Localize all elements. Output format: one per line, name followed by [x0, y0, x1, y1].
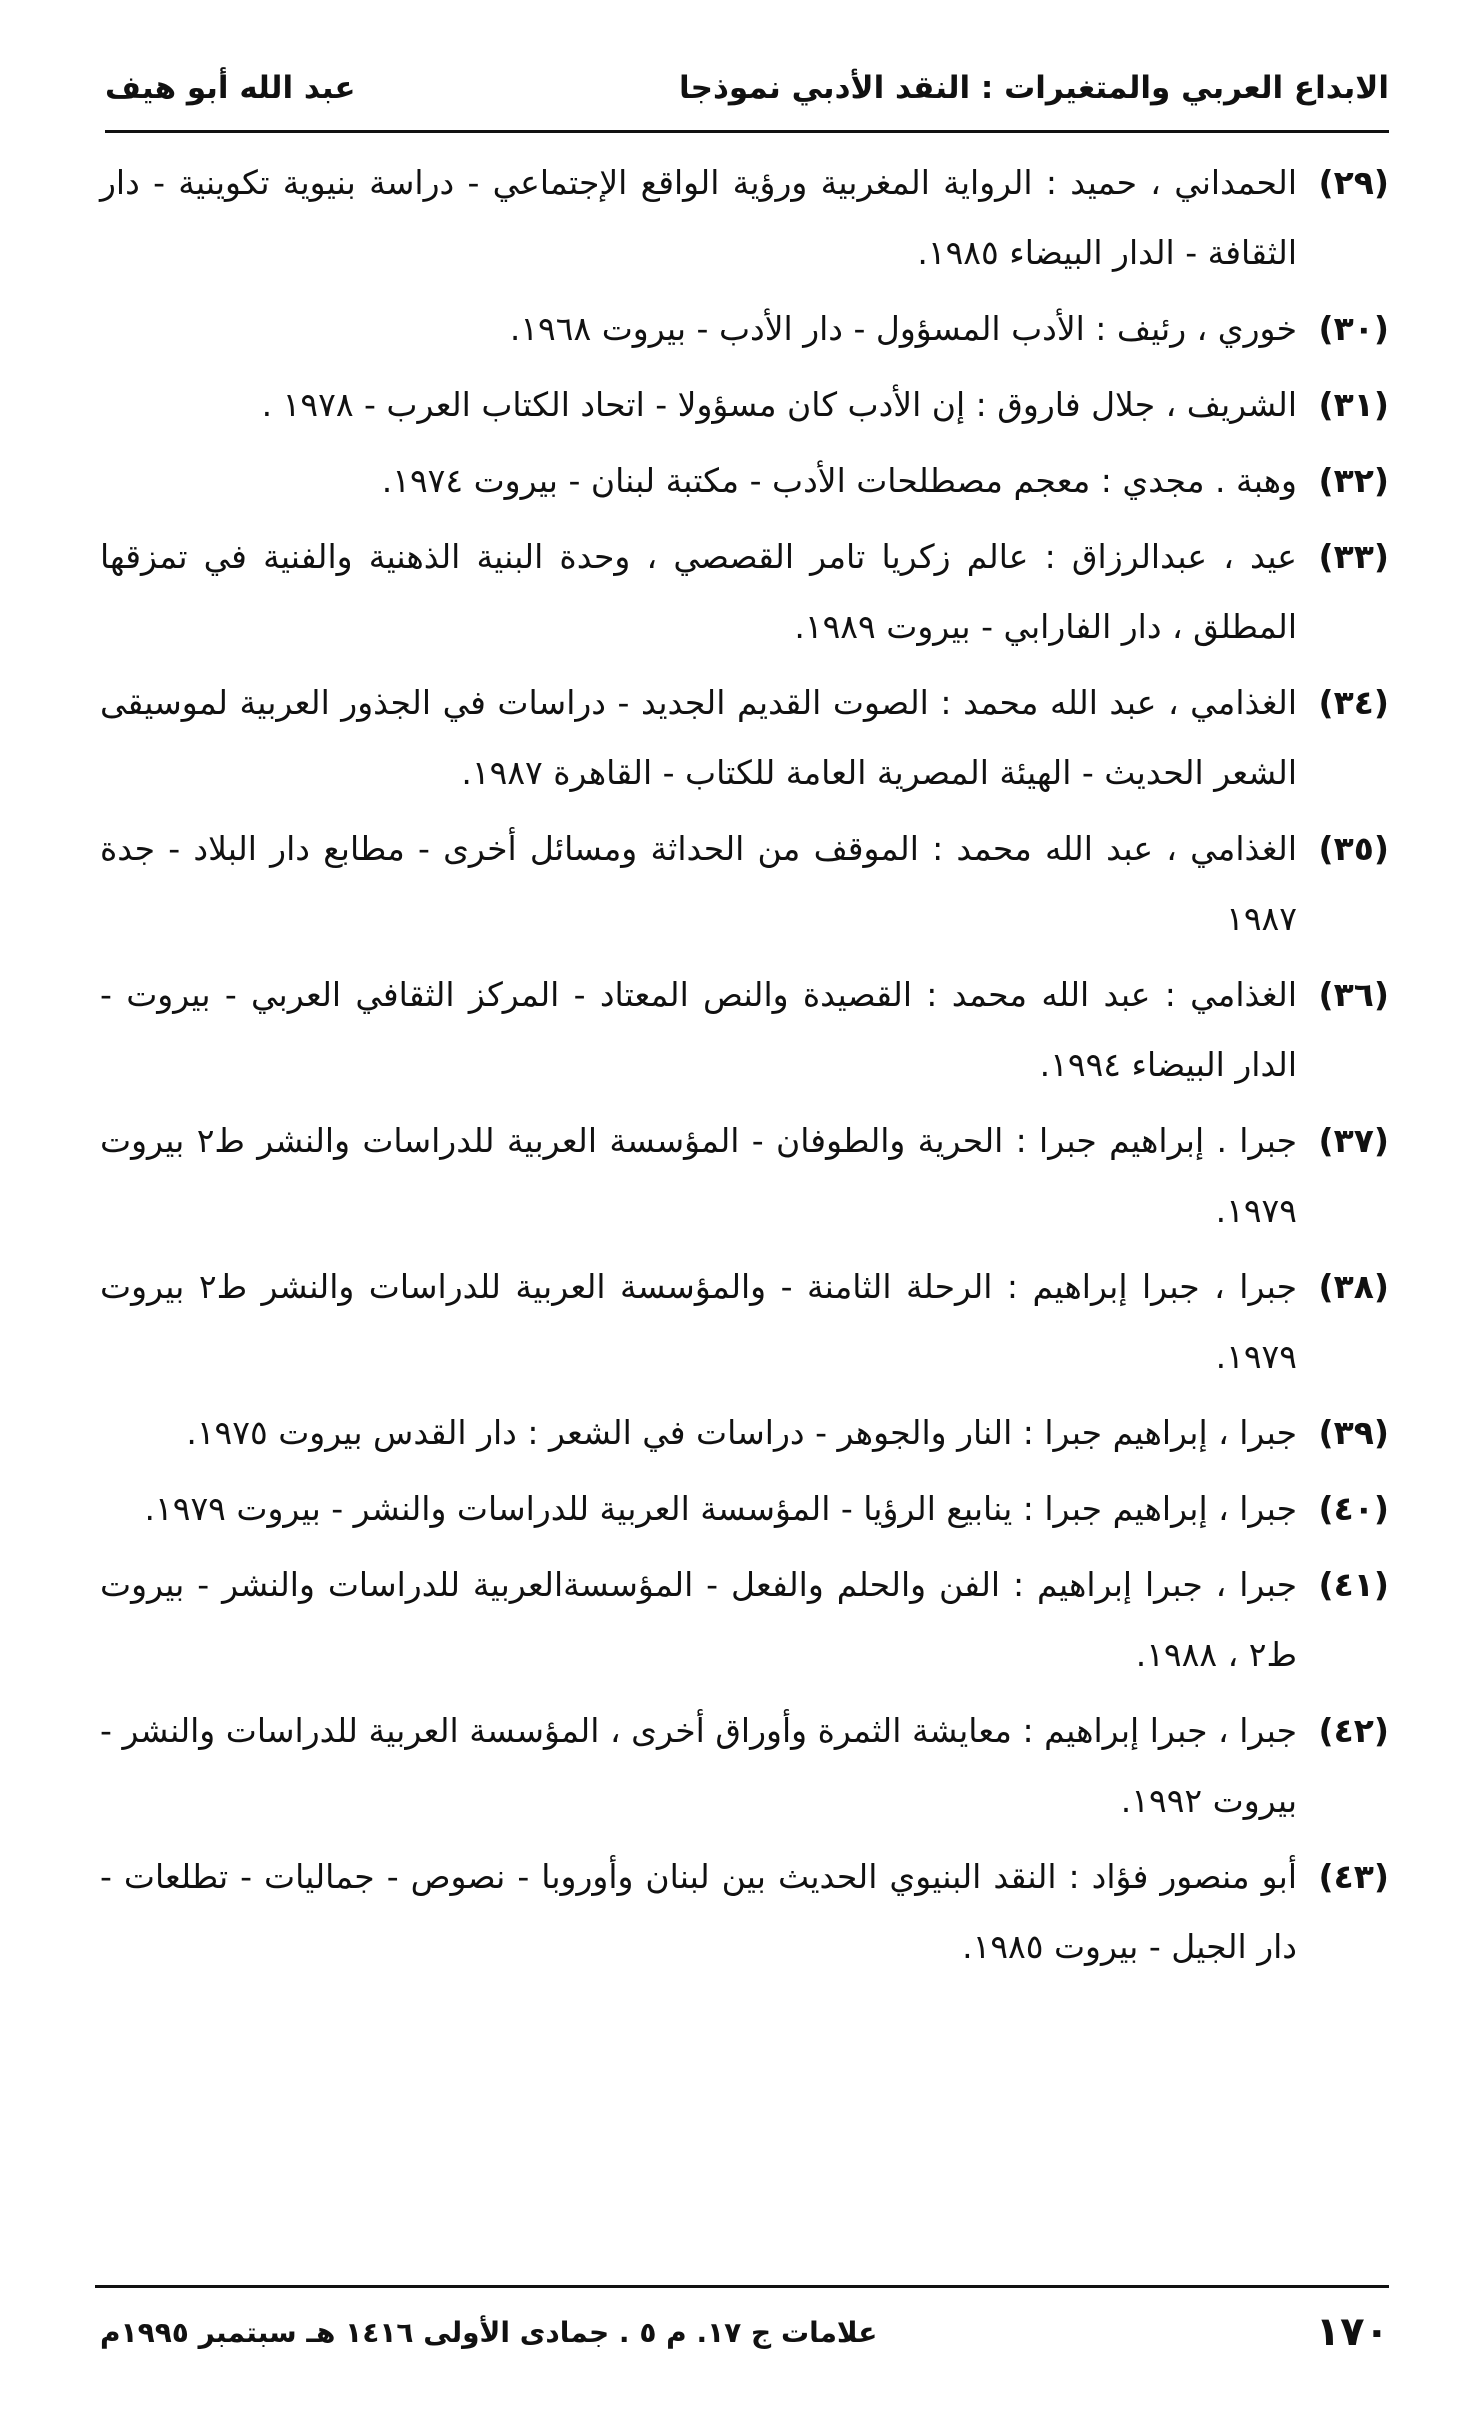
reference-text: جبرا ، جبرا إبراهيم : الفن والحلم والفعل - المؤسسةالعربية للدراسات والنشر - بيروت ط٢ ، ١٩٨٨.: [100, 1565, 1297, 1674]
journal-issue-info: علامات ج ١٧. م ٥ . جمادى الأولى ١٤١٦ هـ سبتمبر ١٩٩٥م: [100, 2315, 878, 2349]
reference-number: (٤٠): [1318, 1489, 1389, 1528]
reference-item: [100, 370, 1389, 440]
reference-number: (٣٧): [1318, 1121, 1390, 1160]
reference-text: جبرا ، إبراهيم جبرا : النار والجوهر - دراسات في الشعر : دار القدس بيروت ١٩٧٥.: [186, 1413, 1297, 1452]
reference-text: عيد ، عبدالرزاق : عالم زكريا تامر القصصي ، وحدة البنية الذهنية والفنية في تمزقها المطلق ، دار الفارابي - بيروت ١٩٨٩.: [100, 537, 1297, 646]
reference-number: (٣٤): [1318, 683, 1389, 722]
reference-number: (٢٩): [1318, 163, 1389, 202]
reference-item: [100, 1252, 1389, 1392]
reference-item: [100, 1550, 1389, 1690]
reference-number: (٤١): [1318, 1565, 1389, 1604]
footer-divider: [95, 2285, 1389, 2288]
reference-text: الشريف ، جلال فاروق : إن الأدب كان مسؤولا - اتحاد الكتاب العرب - ١٩٧٨ .: [261, 385, 1297, 424]
reference-text: جبرا . إبراهيم جبرا : الحرية والطوفان - المؤسسة العربية للدراسات والنشر ط٢ بيروت ١٩٧٩.: [100, 1121, 1298, 1230]
reference-text: جبرا ، إبراهيم جبرا : ينابيع الرؤيا - المؤسسة العربية للدراسات والنشر - بيروت ١٩٧٩.: [144, 1489, 1297, 1528]
reference-number: (٣٦): [1318, 975, 1389, 1014]
reference-number: (٣٩): [1318, 1413, 1389, 1452]
reference-number: (٤٣): [1318, 1857, 1389, 1896]
header-title: الابداع العربي والمتغيرات : النقد الأدبي نموذجا: [679, 70, 1389, 106]
reference-number: (٣٨): [1318, 1267, 1390, 1306]
reference-item: [100, 446, 1389, 516]
reference-item: [100, 668, 1389, 808]
reference-item: [100, 814, 1389, 954]
running-header: [105, 58, 1389, 133]
page-number: ١٧٠: [1315, 2309, 1389, 2355]
reference-number: (٤٢): [1318, 1711, 1389, 1750]
reference-text: جبرا ، جبرا إبراهيم : الرحلة الثامنة - والمؤسسة العربية للدراسات والنشر ط٢ بيروت ١٩٧٩.: [100, 1267, 1298, 1376]
reference-item: [100, 1842, 1389, 1982]
reference-item: [100, 522, 1389, 662]
reference-number: (٣٥): [1318, 829, 1389, 868]
reference-text: أبو منصور فؤاد : النقد البنيوي الحديث بين لبنان وأوروبا - نصوص - جماليات - تطلعات - دار الجيل - بيروت ١٩٨٥.: [100, 1857, 1297, 1966]
reference-list: [100, 148, 1389, 1988]
header-author: عبد الله أبو هيف: [105, 70, 356, 106]
reference-text: خوري ، رئيف : الأدب المسؤول - دار الأدب - بيروت ١٩٦٨.: [509, 309, 1297, 348]
reference-item: [100, 1398, 1389, 1468]
reference-item: [100, 294, 1389, 364]
reference-number: (٣٢): [1318, 461, 1389, 500]
reference-item: [100, 1106, 1389, 1246]
reference-text: جبرا ، جبرا إبراهيم : معايشة الثمرة وأوراق أخرى ، المؤسسة العربية للدراسات والنشر - بيروت ١٩٩٢.: [100, 1711, 1297, 1820]
reference-text: الغذامي : عبد الله محمد : القصيدة والنص المعتاد - المركز الثقافي العربي - بيروت - الدار البيضاء ١٩٩٤.: [100, 975, 1297, 1084]
reference-text: الغذامي ، عبد الله محمد : الصوت القديم الجديد - دراسات في الجذور العربية لموسيقى الشعر الحديث - الهيئة المصرية العامة للكتاب - القاهرة ١٩٨٧.: [100, 683, 1297, 792]
reference-number: (٣٠): [1318, 309, 1389, 348]
reference-number: (٣٣): [1318, 537, 1389, 576]
reference-text: الحمداني ، حميد : الرواية المغربية ورؤية الواقع الإجتماعي - دراسة بنيوية تكوينية - دار الثقافة - الدار البيضاء ١٩٨٥.: [100, 163, 1297, 272]
reference-item: [100, 1474, 1389, 1544]
reference-text: وهبة . مجدي : معجم مصطلحات الأدب - مكتبة لبنان - بيروت ١٩٧٤.: [381, 461, 1297, 500]
reference-item: [100, 1696, 1389, 1836]
reference-number: (٣١): [1318, 385, 1389, 424]
reference-text: الغذامي ، عبد الله محمد : الموقف من الحداثة ومسائل أخرى - مطابع دار البلاد - جدة ١٩٨٧: [100, 829, 1297, 938]
reference-item: [100, 960, 1389, 1100]
reference-item: [100, 148, 1389, 288]
page-footer: [100, 2302, 1389, 2362]
